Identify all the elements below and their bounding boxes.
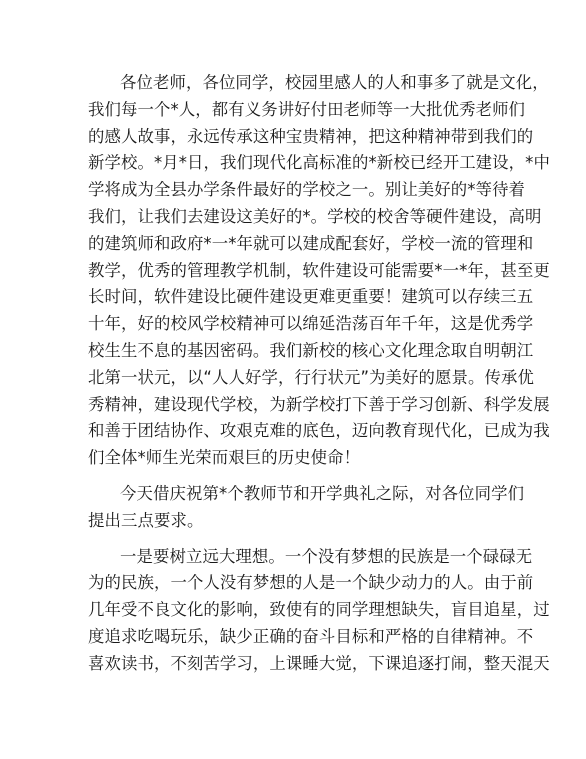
text-line: 的建筑师和政府*一*年就可以建成配套好，学校一流的管理和	[88, 233, 534, 253]
paragraph-spacer	[88, 535, 500, 544]
text-line: 秀精神，建设现代学校，为新学校打下善于学习创新、科学发展	[88, 394, 550, 414]
paragraph-3	[88, 544, 550, 678]
text-line: 们全体*师生光荣而艰巨的历史使命！	[88, 448, 361, 468]
text-line: 提出三点要求。	[88, 510, 204, 530]
text-line: 各位老师，各位同学，校园里感人的人和事多了就是文化，	[120, 73, 549, 92]
text-line: 我们，让我们去建设这美好的*。学校的校舍等硬件建设，高明	[88, 206, 542, 226]
text-line: 喜欢读书，不刻苦学习，上课睡大觉，下课追逐打闹，整天混天	[88, 653, 550, 673]
text-line: 北第一状元，以“人人好学，行行状元”为美好的愿景。传承优	[88, 367, 534, 387]
text-line: 长时间，软件建设比硬件建设更难更重要！建筑可以存续三五	[88, 287, 534, 307]
text-line: 学将成为全县办学条件最好的学校之一。别让美好的*等待着	[88, 180, 526, 200]
text-line: 今天借庆祝第*个教师节和开学典礼之际，对各位同学们	[120, 483, 525, 503]
text-line: 一是要树立远大理想。一个没有梦想的民族是一个碌碌无	[120, 546, 533, 566]
text-line: 十年，好的校风学校精神可以绵延浩荡百年千年，这是优秀学	[88, 314, 534, 334]
paragraph-2	[88, 481, 525, 535]
text-line: 校生生不息的基因密码。我们新校的核心文化理念取自明朝江	[88, 340, 534, 360]
text-line: 和善于团结协作、攻艰克难的底色，迈向教育现代化，已成为我	[88, 421, 550, 441]
paragraph-1	[88, 70, 550, 472]
text-line: 的感人故事，永远传承这种宝贵精神，把这种精神带到我们的	[88, 126, 534, 146]
text-line: 教学，优秀的管理教学机制，软件建设可能需要*一*年，甚至更	[88, 260, 550, 280]
document-body	[88, 70, 550, 678]
text-line: 为的民族，一个人没有梦想的人是一个缺少动力的人。由于前	[88, 573, 534, 593]
paragraph-spacer	[88, 472, 500, 481]
text-line: 几年受不良文化的影响，致使有的同学理想缺失，盲目追星，过	[88, 600, 550, 620]
text-line: 我们每一个*人，都有义务讲好付田老师等一大批优秀老师们	[88, 99, 526, 119]
text-line: 新学校。*月*日，我们现代化高标准的*新校已经开工建设，*中	[88, 153, 550, 173]
text-line: 度追求吃喝玩乐，缺少正确的奋斗目标和严格的自律精神。不	[88, 626, 534, 646]
